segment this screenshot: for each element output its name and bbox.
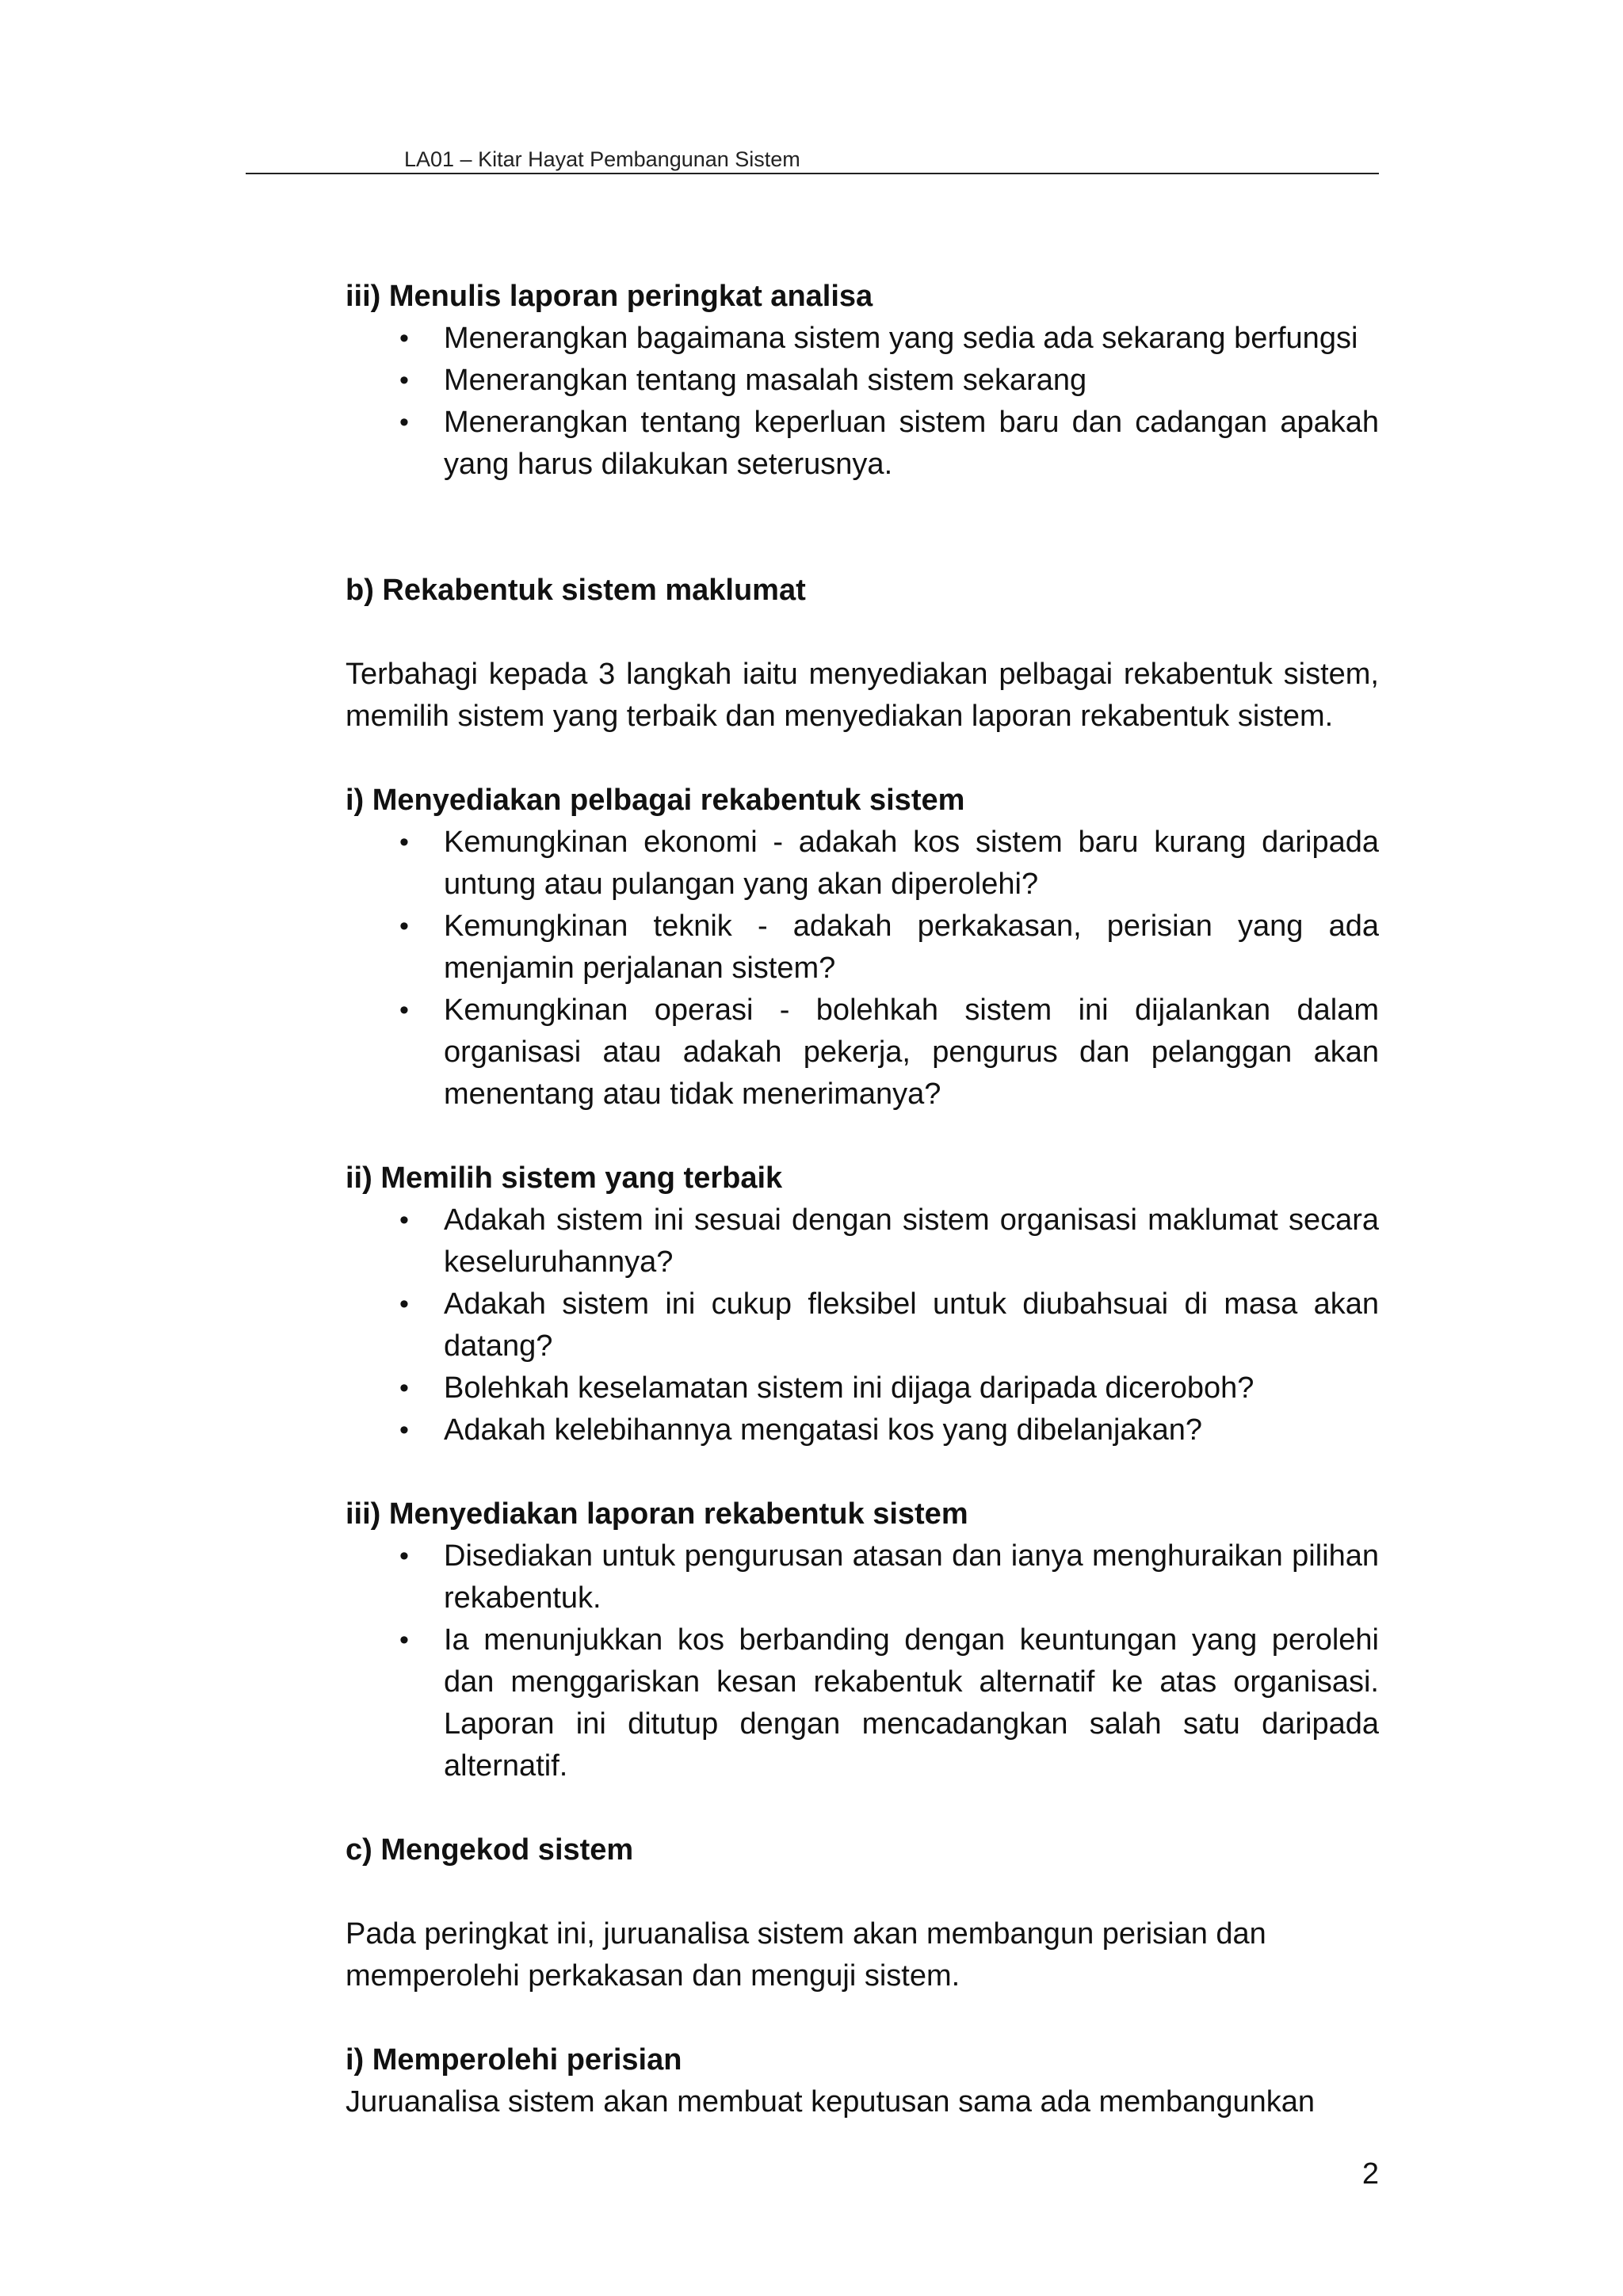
bullet-list-design-alternatives <box>346 822 1379 1116</box>
bullet-list-choose-best <box>346 1199 1379 1451</box>
bullet-icon: • <box>399 365 409 395</box>
list-item <box>346 1409 1379 1451</box>
list-item <box>346 906 1379 990</box>
document-body <box>346 276 1379 2123</box>
list-item-text: Menerangkan tentang keperluan sistem baru dan cadangan apakah yang harus dilakukan seterusnya. <box>444 406 1379 481</box>
list-item-text: Adakah sistem ini cukup fleksibel untuk diubahsuai di masa akan datang? <box>444 1287 1379 1363</box>
list-item-text: Kemungkinan teknik - adakah perkakasan, perisian yang ada menjamin perjalanan sistem? <box>444 910 1379 985</box>
list-item-text: Kemungkinan operasi - bolehkah sistem ini dijalankan dalam organisasi atau adakah pekerja, pengurus dan pelanggan akan menentang atau tidak menerimanya? <box>444 994 1379 1111</box>
bullet-icon: • <box>399 1373 409 1403</box>
list-item-text: Kemungkinan ekonomi - adakah kos sistem baru kurang daripada untung atau pulangan yang akan diperolehi? <box>444 826 1379 901</box>
bullet-icon: • <box>399 1205 409 1235</box>
subsection-heading-acquire-software: i) Memperolehi perisian <box>346 2043 682 2077</box>
list-item-text: Menerangkan tentang masalah sistem sekarang <box>444 364 1087 397</box>
paragraph-system-design-intro: Terbahagi kepada 3 langkah iaitu menyediakan pelbagai rekabentuk sistem, memilih sistem yang terbaik dan menyediakan laporan rekabentuk sistem. <box>346 658 1379 733</box>
list-item-text: Menerangkan bagaimana sistem yang sedia ada sekarang berfungsi <box>444 322 1358 355</box>
section-heading-analysis-report: iii) Menulis laporan peringkat analisa <box>346 280 873 313</box>
list-item-text: Adakah sistem ini sesuai dengan sistem organisasi maklumat secara keseluruhannya? <box>444 1203 1379 1279</box>
list-item <box>346 1619 1379 1787</box>
section-heading-system-design: b) Rekabentuk sistem maklumat <box>346 574 806 607</box>
bullet-icon: • <box>399 1541 409 1571</box>
list-item-text: Adakah kelebihannya mengatasi kos yang dibelanjakan? <box>444 1413 1203 1447</box>
list-item <box>346 360 1379 402</box>
bullet-icon: • <box>399 1289 409 1319</box>
header-rule <box>246 173 1379 174</box>
paragraph-coding-intro: Pada peringkat ini, juruanalisa sistem akan membangun perisian dan memperolehi perkakasan dan menguji sistem. <box>346 1917 1266 1993</box>
list-item <box>346 1367 1379 1409</box>
subsection-heading-choose-best: ii) Memilih sistem yang terbaik <box>346 1161 783 1195</box>
bullet-icon: • <box>399 911 409 941</box>
paragraph-acquire-software: Juruanalisa sistem akan membuat keputusan sama ada membangunkan <box>346 2085 1316 2119</box>
bullet-icon: • <box>399 323 409 353</box>
list-item <box>346 1199 1379 1283</box>
bullet-icon: • <box>399 1625 409 1655</box>
list-item <box>346 1535 1379 1619</box>
bullet-icon: • <box>399 407 409 437</box>
list-item <box>346 402 1379 486</box>
bullet-icon: • <box>399 995 409 1025</box>
list-item-text: Ia menunjukkan kos berbanding dengan keuntungan yang perolehi dan menggariskan kesan rekabentuk alternatif ke atas organisasi. Laporan ini ditutup dengan mencadangkan salah satu daripada alternatif. <box>444 1623 1379 1783</box>
running-header: LA01 – Kitar Hayat Pembangunan Sistem <box>404 147 800 171</box>
page-number: 2 <box>1361 2157 1379 2191</box>
bullet-list-analysis-report <box>346 318 1379 486</box>
bullet-list-design-report <box>346 1535 1379 1787</box>
subsection-heading-design-alternatives: i) Menyediakan pelbagai rekabentuk sistem <box>346 784 965 817</box>
bullet-icon: • <box>399 827 409 857</box>
section-heading-coding: c) Mengekod sistem <box>346 1833 634 1867</box>
list-item <box>346 318 1379 360</box>
bullet-icon: • <box>399 1415 409 1445</box>
list-item-text: Bolehkah keselamatan sistem ini dijaga daripada diceroboh? <box>444 1371 1254 1405</box>
list-item-text: Disediakan untuk pengurusan atasan dan ianya menghuraikan pilihan rekabentuk. <box>444 1539 1379 1615</box>
list-item <box>346 990 1379 1116</box>
list-item <box>346 822 1379 906</box>
list-item <box>346 1283 1379 1367</box>
subsection-heading-design-report: iii) Menyediakan laporan rekabentuk sistem <box>346 1497 968 1531</box>
